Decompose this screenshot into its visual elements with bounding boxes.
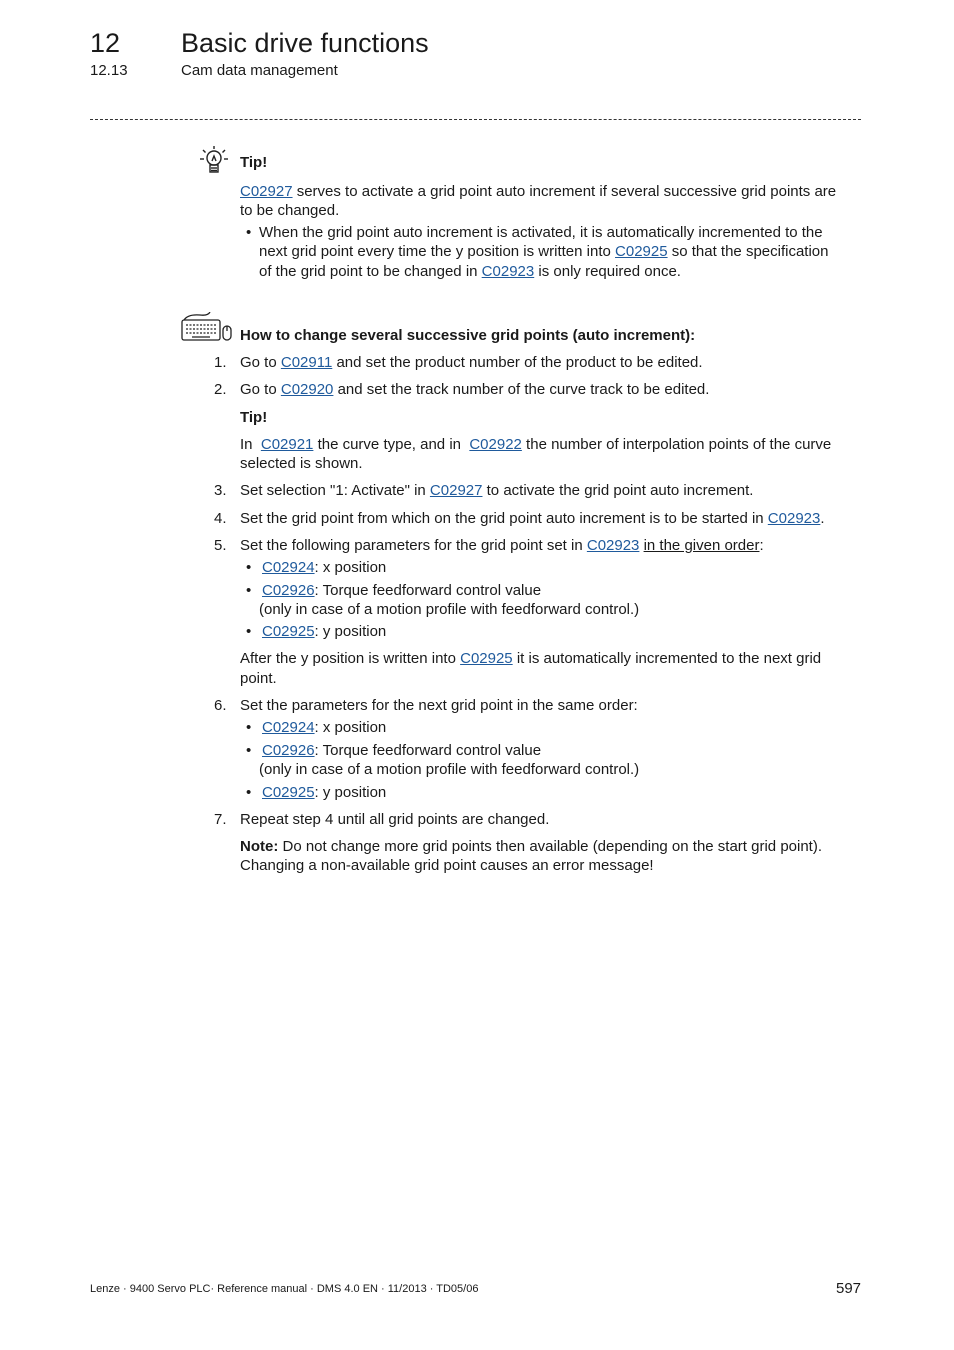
link-c02926[interactable]: C02926 xyxy=(262,742,315,759)
step-1 xyxy=(240,353,703,373)
text: : xyxy=(759,537,764,554)
text: next grid point every time the y position is written into xyxy=(259,243,616,260)
text: Go to xyxy=(240,381,281,398)
text: After the y position is written into xyxy=(240,650,461,667)
text: serves to activate a grid point auto increment if several successive grid points are xyxy=(292,183,837,200)
link-c02924[interactable]: C02924 xyxy=(262,559,315,576)
howto-heading: How to change several successive grid points (auto increment): xyxy=(240,327,696,344)
text: to activate the grid point auto increment. xyxy=(482,482,754,499)
step-number: 4. xyxy=(214,510,227,527)
link-c02925[interactable]: C02925 xyxy=(615,243,668,260)
section-number: 12.13 xyxy=(90,62,128,79)
text: Do not change more grid points then available (depending on the start grid point). xyxy=(278,838,823,855)
link-c02925[interactable]: C02925 xyxy=(262,784,315,801)
step-7: Repeat step 4 until all grid points are changed. xyxy=(240,811,550,828)
tip-2-line-2: selected is shown. xyxy=(240,455,363,472)
step-number: 3. xyxy=(214,482,227,499)
text: and set the track number of the curve track to be edited. xyxy=(333,381,710,398)
bullet-dot: • xyxy=(246,742,252,759)
text: : y position xyxy=(314,623,387,640)
text: : x position xyxy=(314,559,387,576)
link-c02924[interactable]: C02924 xyxy=(262,719,315,736)
bullet-dot: • xyxy=(246,623,252,640)
link-c02923[interactable]: C02923 xyxy=(767,510,821,527)
text: : y position xyxy=(314,784,387,801)
link-c02923[interactable]: C02923 xyxy=(586,537,640,554)
bullet-dot: • xyxy=(246,719,252,736)
bullet-dot: • xyxy=(246,559,252,576)
text: order: xyxy=(594,697,638,714)
step-number: 1. xyxy=(214,354,227,371)
text: In xyxy=(240,436,261,453)
step-number: 2. xyxy=(214,381,227,398)
in-given-order-link[interactable]: in the given order xyxy=(643,537,760,554)
page-number: 597 xyxy=(836,1280,862,1297)
link-c02923[interactable]: C02923 xyxy=(481,263,535,280)
tip-paragraph-line-1 xyxy=(240,182,836,202)
tip-2-line-1 xyxy=(240,435,831,455)
note-line-2: Changing a non-available grid point causes an error message! xyxy=(240,857,654,874)
link-c02921[interactable]: C02921 xyxy=(260,436,314,453)
after-line-1 xyxy=(240,649,821,669)
param-x xyxy=(262,718,386,738)
step-number: 7. xyxy=(214,811,227,828)
footer-text: Lenze · 9400 Servo PLC· Reference manual · DMS 4.0 EN · 11/2013 · TD05/06 xyxy=(90,1283,479,1295)
tip-bullet-line-1: When the grid point auto increment is activated, it is automatically incremented to the xyxy=(259,224,823,241)
text: Go to xyxy=(240,354,281,371)
text: of the grid point to be changed in xyxy=(259,263,482,280)
text: it is automatically incremented to the next grid xyxy=(512,650,822,667)
link-c02925[interactable]: C02925 xyxy=(262,623,315,640)
tip-label: Tip! xyxy=(240,154,268,171)
keyboard-mouse-icon xyxy=(180,312,234,344)
text: Set the parameters for the next grid point in the same xyxy=(240,697,595,714)
link-c02925[interactable]: C02925 xyxy=(460,650,513,667)
param-y xyxy=(262,622,386,642)
link-c02927[interactable]: C02927 xyxy=(240,183,293,200)
after-line-2: point. xyxy=(240,670,277,687)
step-3 xyxy=(240,481,753,501)
link-c02927[interactable]: C02927 xyxy=(429,482,483,499)
text: : x position xyxy=(314,719,387,736)
text: . xyxy=(820,510,825,527)
bullet-dot: • xyxy=(246,224,252,241)
text: so that the specification xyxy=(667,243,829,260)
param-torque-note: (only in case of a motion profile with feedforward control.) xyxy=(259,601,640,618)
text: Set selection "1: Activate" in xyxy=(240,482,430,499)
link-c02911[interactable]: C02911 xyxy=(280,354,333,371)
step-number: 5. xyxy=(214,537,227,554)
param-torque-note: (only in case of a motion profile with feedforward control.) xyxy=(259,761,640,778)
text: the number of interpolation points of the curve xyxy=(521,436,832,453)
header-divider xyxy=(90,119,861,120)
tip-paragraph-line-2: to be changed. xyxy=(240,202,340,219)
bullet-dot: • xyxy=(246,784,252,801)
param-torque xyxy=(262,741,541,761)
text: Set the grid point from which on the grid point auto increment is to be started in xyxy=(240,510,768,527)
tip-bullet-line-2 xyxy=(259,242,829,262)
chapter-number: 12 xyxy=(90,28,121,58)
tip-label: Tip! xyxy=(240,409,268,426)
text: : Torque feedforward control value xyxy=(314,742,542,759)
note-line-1 xyxy=(240,837,822,857)
section-title: Cam data management xyxy=(181,62,338,79)
link-c02920[interactable]: C02920 xyxy=(280,381,334,398)
link-c02926[interactable]: C02926 xyxy=(262,582,315,599)
text: : Torque feedforward control value xyxy=(314,582,542,599)
step-6 xyxy=(240,696,638,716)
note-label: Note: xyxy=(240,838,279,855)
param-torque xyxy=(262,581,541,601)
step-2 xyxy=(240,380,709,400)
text: Set the following parameters for the grid point set in xyxy=(240,537,587,554)
bullet-dot: • xyxy=(246,582,252,599)
link-c02922[interactable]: C02922 xyxy=(469,436,522,453)
lightbulb-icon xyxy=(196,144,232,178)
tip-bullet-line-3 xyxy=(259,262,681,282)
param-x xyxy=(262,558,386,578)
text: the curve type, and in xyxy=(313,436,470,453)
text: is only required once. xyxy=(534,263,681,280)
step-5 xyxy=(240,536,764,556)
chapter-title: Basic drive functions xyxy=(181,28,429,58)
step-4 xyxy=(240,509,825,529)
step-number: 6. xyxy=(214,697,227,714)
param-y xyxy=(262,783,386,803)
text: and set the product number of the product to be edited. xyxy=(332,354,703,371)
